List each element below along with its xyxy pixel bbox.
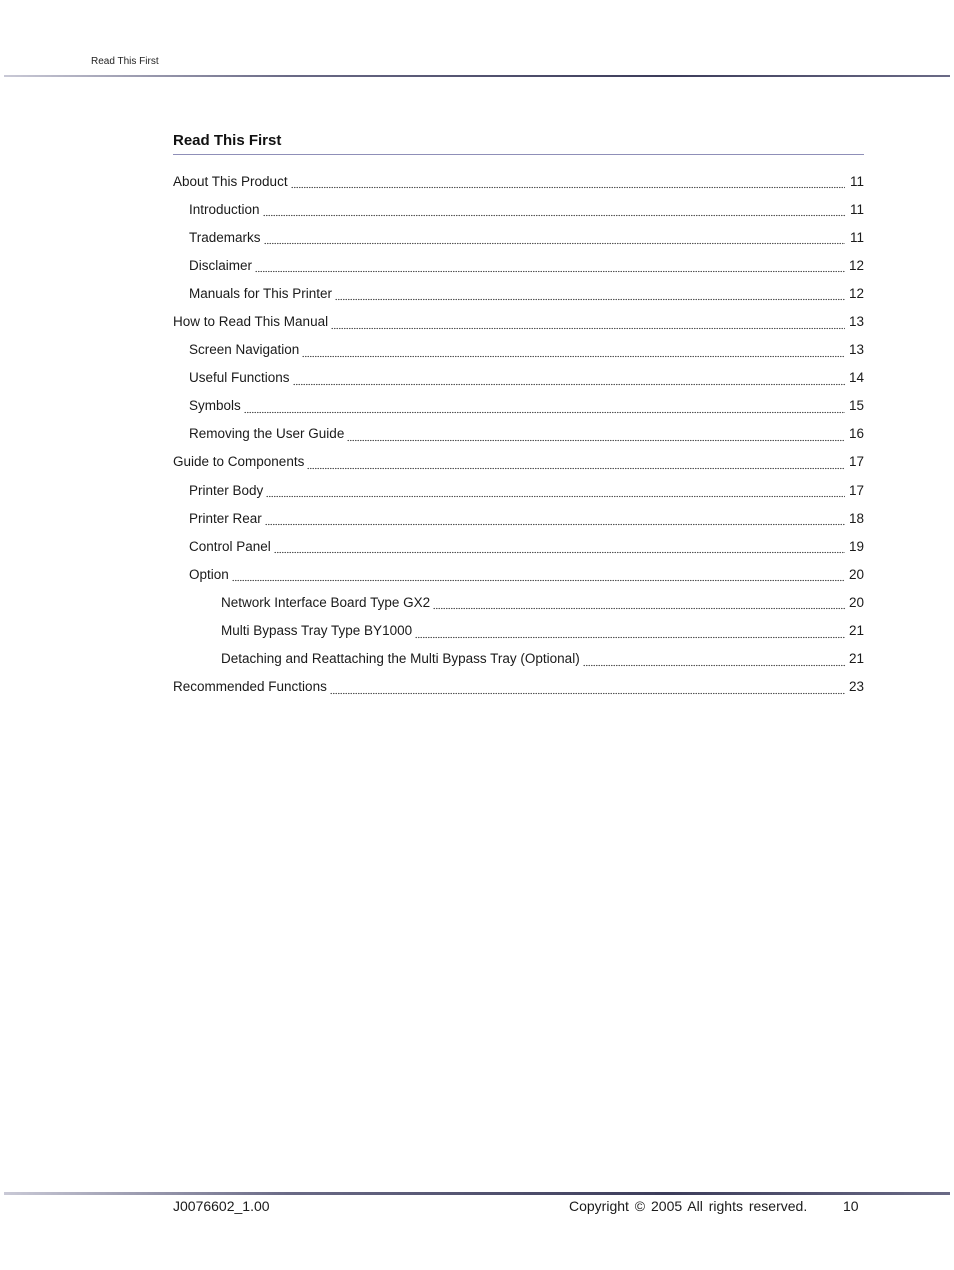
toc-entry-label: Option bbox=[189, 566, 229, 582]
dot-leader bbox=[330, 685, 845, 695]
section-title: Read This First bbox=[173, 132, 282, 149]
toc-entry-page: 17 bbox=[848, 454, 864, 470]
toc-entry-label: Screen Navigation bbox=[189, 342, 300, 358]
toc-entry-page: 14 bbox=[848, 370, 864, 386]
toc-entry-label: Guide to Components bbox=[173, 454, 305, 470]
dot-leader bbox=[232, 572, 845, 582]
dot-leader bbox=[433, 600, 845, 610]
toc-entry-page: 20 bbox=[848, 566, 864, 582]
dot-leader bbox=[266, 488, 845, 498]
toc-entry[interactable] bbox=[173, 420, 864, 448]
dot-leader bbox=[255, 263, 845, 273]
toc-entry-page: 21 bbox=[848, 623, 864, 639]
toc-entry-label: Manuals for This Printer bbox=[189, 285, 333, 301]
footer-rule bbox=[4, 1192, 950, 1195]
toc-entry-label: About This Product bbox=[173, 173, 288, 189]
toc-entry-page: 23 bbox=[848, 679, 864, 695]
toc-entry-page: 18 bbox=[848, 510, 864, 526]
toc-entry-label: How to Read This Manual bbox=[173, 314, 329, 330]
toc-entry[interactable] bbox=[173, 617, 864, 645]
toc-entry-page: 12 bbox=[848, 257, 864, 273]
dot-leader bbox=[307, 460, 845, 470]
toc-entry-label: Control Panel bbox=[189, 538, 271, 554]
toc-entry-page: 16 bbox=[848, 426, 864, 442]
toc-entry-label: Disclaimer bbox=[189, 257, 253, 273]
dot-leader bbox=[347, 432, 845, 442]
toc-entry-page: 15 bbox=[848, 398, 864, 414]
toc-entry-page: 11 bbox=[849, 201, 864, 217]
dot-leader bbox=[274, 544, 845, 554]
toc-entry[interactable] bbox=[173, 504, 864, 532]
toc-entry[interactable] bbox=[173, 476, 864, 504]
toc-entry[interactable] bbox=[173, 645, 864, 673]
toc-entry[interactable] bbox=[173, 364, 864, 392]
dot-leader bbox=[291, 179, 845, 189]
toc-entry-page: 20 bbox=[848, 594, 864, 610]
running-header: Read This First bbox=[91, 56, 159, 67]
footer-page-number: 10 bbox=[843, 1198, 859, 1214]
toc-entry-label: Detaching and Reattaching the Multi Bypass Tray (Optional) bbox=[221, 651, 580, 667]
dot-leader bbox=[293, 376, 845, 386]
toc-entry[interactable] bbox=[173, 223, 864, 251]
toc-entry[interactable] bbox=[173, 588, 864, 616]
dot-leader bbox=[331, 320, 845, 330]
section-title-underline bbox=[173, 154, 864, 155]
dot-leader bbox=[265, 516, 845, 526]
toc-entry-label: Printer Rear bbox=[189, 510, 262, 526]
toc-entry-label: Removing the User Guide bbox=[189, 426, 345, 442]
dot-leader bbox=[415, 629, 845, 639]
toc-entry-label: Useful Functions bbox=[189, 370, 290, 386]
toc-entry[interactable] bbox=[173, 448, 864, 476]
toc-entry-page: 13 bbox=[848, 342, 864, 358]
toc-entry-label: Network Interface Board Type GX2 bbox=[221, 594, 431, 610]
dot-leader bbox=[263, 207, 845, 217]
toc-entry-page: 17 bbox=[848, 482, 864, 498]
toc-entry[interactable] bbox=[173, 307, 864, 335]
toc-entry-label: Multi Bypass Tray Type BY1000 bbox=[221, 623, 413, 639]
toc-entry-label: Printer Body bbox=[189, 482, 264, 498]
toc-entry[interactable] bbox=[173, 167, 864, 195]
toc-entry[interactable] bbox=[173, 673, 864, 701]
toc-entry-page: 11 bbox=[849, 173, 864, 189]
toc-entry-page: 19 bbox=[848, 538, 864, 554]
toc-entry-page: 11 bbox=[849, 229, 864, 245]
toc-entry[interactable] bbox=[173, 392, 864, 420]
toc-entry-label: Recommended Functions bbox=[173, 679, 327, 695]
table-of-contents bbox=[173, 167, 864, 701]
footer-copyright: Copyright © 2005 All rights reserved. bbox=[569, 1198, 808, 1214]
toc-entry[interactable] bbox=[173, 532, 864, 560]
dot-leader bbox=[335, 291, 845, 301]
header-rule bbox=[4, 75, 950, 77]
toc-entry[interactable] bbox=[173, 195, 864, 223]
footer-doc-id: J0076602_1.00 bbox=[173, 1198, 270, 1214]
toc-entry-page: 13 bbox=[848, 314, 864, 330]
toc-entry-page: 21 bbox=[848, 651, 864, 667]
dot-leader bbox=[583, 657, 845, 667]
toc-entry[interactable] bbox=[173, 336, 864, 364]
dot-leader bbox=[244, 404, 845, 414]
toc-entry-label: Introduction bbox=[189, 201, 260, 217]
toc-entry-label: Trademarks bbox=[189, 229, 261, 245]
dot-leader bbox=[302, 348, 845, 358]
toc-entry-page: 12 bbox=[848, 285, 864, 301]
toc-entry[interactable] bbox=[173, 560, 864, 588]
toc-entry[interactable] bbox=[173, 251, 864, 279]
toc-entry[interactable] bbox=[173, 279, 864, 307]
toc-entry-label: Symbols bbox=[189, 398, 241, 414]
dot-leader bbox=[264, 235, 845, 245]
